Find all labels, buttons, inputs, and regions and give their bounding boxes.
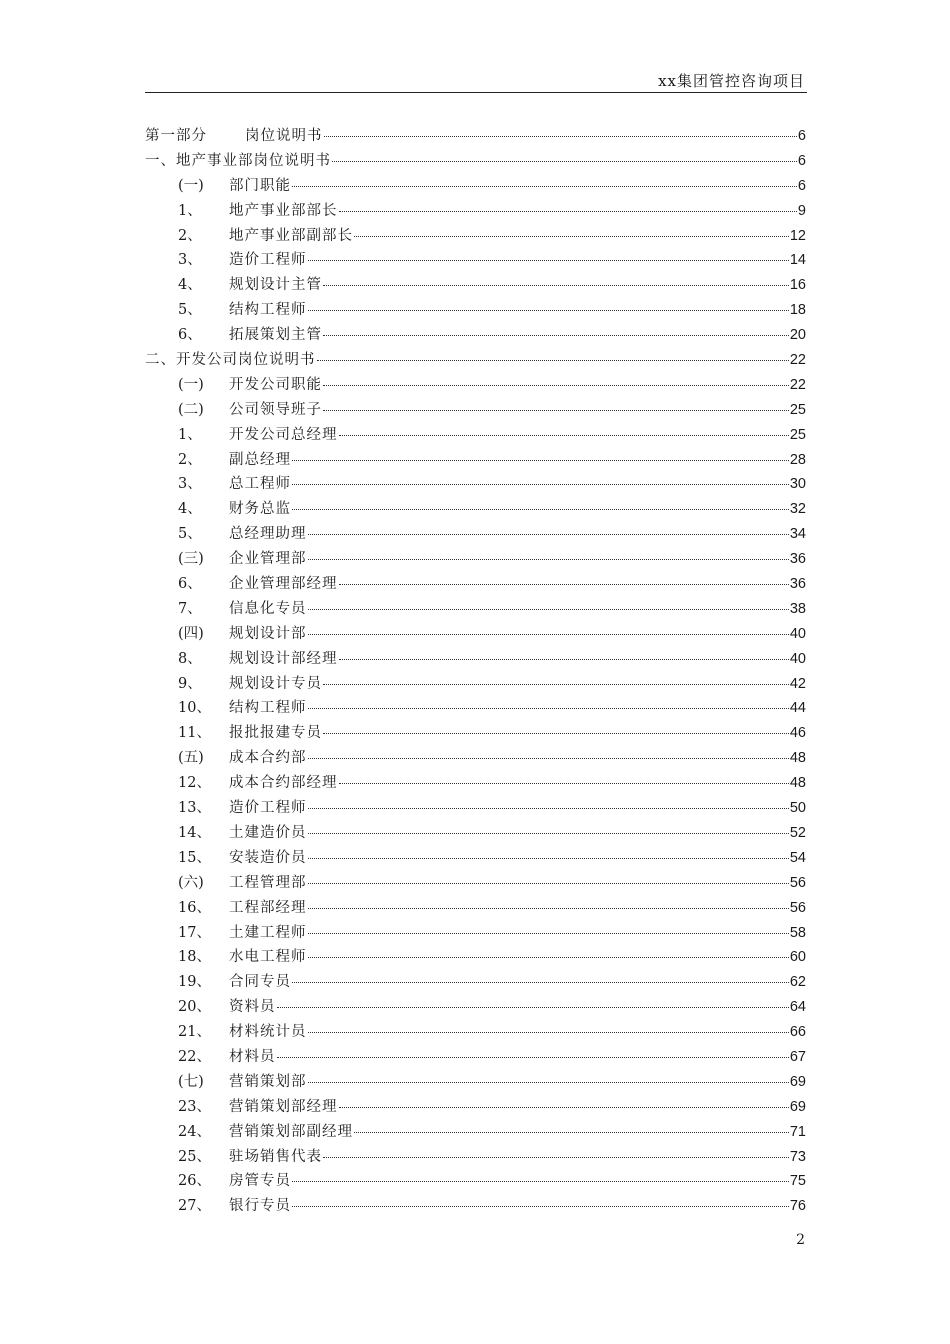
toc-entry-number: 26、 xyxy=(178,1173,211,1190)
toc-entry[interactable] xyxy=(145,448,806,473)
toc-entry[interactable] xyxy=(145,871,806,896)
toc-dot-leader xyxy=(308,956,789,958)
toc-entry[interactable] xyxy=(145,348,806,373)
toc-entry-title: 水电工程师 xyxy=(229,949,307,966)
toc-dot-leader xyxy=(308,309,789,311)
toc-entry-page: 50 xyxy=(789,800,806,817)
toc-entry-page: 64 xyxy=(789,999,806,1016)
toc-entry-title: 企业管理部 xyxy=(229,551,307,568)
toc-entry-page: 60 xyxy=(789,949,806,966)
toc-dot-leader xyxy=(339,658,789,660)
toc-entry-title: 结构工程师 xyxy=(229,700,307,717)
toc-dot-leader xyxy=(292,981,789,983)
toc-entry-title: 开发公司职能 xyxy=(229,376,322,393)
toc-dot-leader xyxy=(308,1031,789,1033)
toc-entry-number: 3、 xyxy=(178,252,202,269)
toc-entry[interactable] xyxy=(145,497,806,522)
toc-entry-number: (四) xyxy=(178,625,204,642)
toc-entry-title: 营销策划部 xyxy=(229,1073,307,1090)
toc-entry[interactable] xyxy=(145,696,806,721)
toc-entry-title: 总工程师 xyxy=(229,476,291,493)
toc-entry-number: 1、 xyxy=(178,202,202,219)
toc-entry-page: 22 xyxy=(789,376,806,393)
toc-dot-leader xyxy=(323,409,789,411)
toc-entry[interactable] xyxy=(145,597,806,622)
toc-entry-title: 财务总监 xyxy=(229,501,291,518)
toc-entry-page: 36 xyxy=(789,576,806,593)
toc-entry[interactable] xyxy=(145,970,806,995)
toc-dot-leader xyxy=(308,932,789,934)
toc-entry-title: 二、开发公司岗位说明书 xyxy=(145,352,316,369)
toc-entry-title: 材料统计员 xyxy=(229,1024,307,1041)
toc-entry[interactable] xyxy=(145,771,806,796)
toc-entry-number: 16、 xyxy=(178,899,211,916)
toc-entry-title: 企业管理部经理 xyxy=(229,576,338,593)
toc-dot-leader xyxy=(292,508,789,510)
toc-entry-page: 69 xyxy=(789,1073,806,1090)
toc-entry[interactable] xyxy=(145,945,806,970)
toc-entry-title: 拓展策划主管 xyxy=(229,327,322,344)
toc-entry-number: 8、 xyxy=(178,650,202,667)
toc-entry-title: 房管专员 xyxy=(229,1173,291,1190)
toc-entry-page: 22 xyxy=(789,352,806,369)
toc-entry-number: 1、 xyxy=(178,426,202,443)
toc-entry-page: 36 xyxy=(789,551,806,568)
toc-entry-title: 规划设计部 xyxy=(229,625,307,642)
toc-entry-title: 土建造价员 xyxy=(229,824,307,841)
toc-entry-number: (一) xyxy=(178,376,204,393)
toc-dot-leader xyxy=(277,1056,789,1058)
toc-entry-page: 76 xyxy=(789,1198,806,1215)
toc-dot-leader xyxy=(308,608,789,610)
toc-entry-number: 18、 xyxy=(178,949,211,966)
toc-entry-title: 营销策划部副经理 xyxy=(229,1123,353,1140)
toc-entry-page: 25 xyxy=(789,426,806,443)
toc-entry-title: 安装造价员 xyxy=(229,849,307,866)
toc-entry-title: 造价工程师 xyxy=(229,800,307,817)
header-divider xyxy=(145,92,807,93)
toc-entry-page: 34 xyxy=(789,526,806,543)
toc-dot-leader xyxy=(308,907,789,909)
toc-dot-leader xyxy=(277,1006,789,1008)
toc-entry-title: 成本合约部经理 xyxy=(229,775,338,792)
toc-entry[interactable] xyxy=(145,273,806,298)
toc-entry-page: 14 xyxy=(789,252,806,269)
toc-dot-leader xyxy=(339,1106,789,1108)
toc-entry-title: 规划设计部经理 xyxy=(229,650,338,667)
toc-dot-leader xyxy=(308,633,789,635)
toc-entry-number: 20、 xyxy=(178,999,211,1016)
toc-entry[interactable] xyxy=(145,1120,806,1145)
toc-entry[interactable] xyxy=(145,1070,806,1095)
toc-dot-leader xyxy=(308,558,789,560)
toc-entry-page: 42 xyxy=(789,675,806,692)
toc-entry-page: 56 xyxy=(789,899,806,916)
toc-entry[interactable] xyxy=(145,547,806,572)
toc-dot-leader xyxy=(292,459,789,461)
toc-entry-page: 46 xyxy=(789,725,806,742)
toc-dot-leader xyxy=(308,533,789,535)
toc-entry-page: 20 xyxy=(789,327,806,344)
toc-entry[interactable] xyxy=(145,1194,806,1219)
toc-entry-title: 成本合约部 xyxy=(229,750,307,767)
toc-entry[interactable] xyxy=(145,672,806,697)
toc-entry-page: 69 xyxy=(789,1098,806,1115)
toc-entry-title: 报批报建专员 xyxy=(229,725,322,742)
toc-entry-title: 结构工程师 xyxy=(229,302,307,319)
toc-entry-page: 16 xyxy=(789,277,806,294)
toc-entry-title: 营销策划部经理 xyxy=(229,1098,338,1115)
toc-entry-number: 7、 xyxy=(178,600,202,617)
toc-entry[interactable] xyxy=(145,373,806,398)
toc-entry-title: 一、地产事业部岗位说明书 xyxy=(145,152,331,169)
toc-entry-number: (三) xyxy=(178,551,204,568)
toc-entry-page: 25 xyxy=(789,401,806,418)
toc-dot-leader xyxy=(323,334,789,336)
toc-entry-title: 部门职能 xyxy=(229,177,291,194)
toc-entry-title: 合同专员 xyxy=(229,974,291,991)
toc-entry[interactable] xyxy=(145,1020,806,1045)
toc-entry-number: 19、 xyxy=(178,974,211,991)
toc-entry-number: 15、 xyxy=(178,849,211,866)
toc-entry-number: 12、 xyxy=(178,775,211,792)
toc-entry-page: 12 xyxy=(789,227,806,244)
toc-entry[interactable] xyxy=(145,821,806,846)
toc-entry-page: 54 xyxy=(789,849,806,866)
toc-entry[interactable] xyxy=(145,149,806,174)
toc-entry-number: (五) xyxy=(178,750,204,767)
toc-dot-leader xyxy=(292,483,789,485)
toc-entry[interactable] xyxy=(145,846,806,871)
toc-entry[interactable] xyxy=(145,398,806,423)
toc-entry[interactable] xyxy=(145,647,806,672)
toc-dot-leader xyxy=(323,732,789,734)
toc-entry-page: 40 xyxy=(789,625,806,642)
toc-entry[interactable] xyxy=(145,1045,806,1070)
toc-entry-number: (六) xyxy=(178,874,204,891)
toc-entry-number: 17、 xyxy=(178,924,211,941)
toc-entry-page: 9 xyxy=(797,202,806,219)
toc-entry-number: 10、 xyxy=(178,700,211,717)
toc-entry-number: 5、 xyxy=(178,302,202,319)
toc-entry-page: 6 xyxy=(797,152,806,169)
toc-entry-title: 地产事业部副部长 xyxy=(229,227,353,244)
toc-entry[interactable] xyxy=(145,1169,806,1194)
toc-dot-leader xyxy=(317,359,789,361)
toc-entry-number: 6、 xyxy=(178,576,202,593)
toc-dot-leader xyxy=(292,1180,789,1182)
toc-entry[interactable] xyxy=(145,1095,806,1120)
header-title: xx集团管控咨询项目 xyxy=(658,72,805,90)
toc-entry-number: (一) xyxy=(178,177,204,194)
toc-dot-leader xyxy=(308,1081,789,1083)
toc-entry-title: 岗位说明书 xyxy=(245,128,323,144)
toc-dot-leader xyxy=(354,1131,789,1133)
toc-entry-number: 27、 xyxy=(178,1198,211,1215)
toc-dot-leader xyxy=(308,707,789,709)
toc-entry-number: 21、 xyxy=(178,1024,211,1041)
toc-entry-number: 23、 xyxy=(178,1098,211,1115)
toc-entry-number: 5、 xyxy=(178,526,202,543)
toc-entry-number: 2、 xyxy=(178,451,202,468)
toc-entry-page: 6 xyxy=(797,177,806,194)
toc-entry-page: 38 xyxy=(789,600,806,617)
toc-entry[interactable] xyxy=(145,572,806,597)
toc-entry-title: 驻场销售代表 xyxy=(229,1148,322,1165)
toc-dot-leader xyxy=(308,882,789,884)
toc-entry-number: 25、 xyxy=(178,1148,211,1165)
toc-entry[interactable] xyxy=(145,995,806,1020)
toc-entry-page: 56 xyxy=(789,874,806,891)
toc-entry-number: 22、 xyxy=(178,1048,211,1065)
toc-entry[interactable] xyxy=(145,622,806,647)
toc-entry-page: 48 xyxy=(789,775,806,792)
toc-entry-number: 4、 xyxy=(178,277,202,294)
toc-entry-page: 67 xyxy=(789,1048,806,1065)
toc-entry-title: 造价工程师 xyxy=(229,252,307,269)
toc-entry[interactable] xyxy=(145,921,806,946)
toc-entry[interactable] xyxy=(145,298,806,323)
toc-entry-title: 土建工程师 xyxy=(229,924,307,941)
toc-entry-title: 规划设计主管 xyxy=(229,277,322,294)
toc-entry-number: (七) xyxy=(178,1073,204,1090)
toc-dot-leader xyxy=(324,135,797,137)
toc-entry[interactable] xyxy=(145,796,806,821)
toc-entry-title: 资料员 xyxy=(229,999,276,1016)
toc-entry[interactable] xyxy=(145,721,806,746)
toc-entry[interactable] xyxy=(145,199,806,224)
toc-entry-page: 32 xyxy=(789,501,806,518)
toc-dot-leader xyxy=(339,782,789,784)
toc-entry-title: 公司领导班子 xyxy=(229,401,322,418)
toc-entry-page: 18 xyxy=(789,302,806,319)
toc-entry-page: 30 xyxy=(789,476,806,493)
table-of-contents xyxy=(145,124,806,1219)
toc-entry-title: 总经理助理 xyxy=(229,526,307,543)
toc-entry-page: 44 xyxy=(789,700,806,717)
toc-dot-leader xyxy=(323,683,789,685)
toc-entry[interactable] xyxy=(145,896,806,921)
toc-entry-title: 信息化专员 xyxy=(229,600,307,617)
toc-entry-page: 6 xyxy=(797,128,806,144)
toc-dot-leader xyxy=(339,210,797,212)
toc-entry-title: 工程管理部 xyxy=(229,874,307,891)
toc-dot-leader xyxy=(308,259,789,261)
toc-entry-page: 75 xyxy=(789,1173,806,1190)
toc-entry-number: 14、 xyxy=(178,824,211,841)
toc-entry-title: 银行专员 xyxy=(229,1198,291,1215)
toc-entry-title: 材料员 xyxy=(229,1048,276,1065)
toc-entry-title: 工程部经理 xyxy=(229,899,307,916)
toc-entry-page: 71 xyxy=(789,1123,806,1140)
toc-dot-leader xyxy=(292,185,797,187)
page-number: 2 xyxy=(796,1232,805,1248)
toc-dot-leader xyxy=(308,857,789,859)
toc-dot-leader xyxy=(339,583,789,585)
toc-entry-number: 13、 xyxy=(178,800,211,817)
toc-entry-page: 73 xyxy=(789,1148,806,1165)
toc-dot-leader xyxy=(354,235,789,237)
toc-dot-leader xyxy=(308,807,789,809)
toc-entry-title: 开发公司总经理 xyxy=(229,426,338,443)
toc-entry-page: 58 xyxy=(789,924,806,941)
toc-entry-number: 2、 xyxy=(178,227,202,244)
toc-entry[interactable] xyxy=(145,323,806,348)
toc-dot-leader xyxy=(323,384,789,386)
toc-entry-page: 28 xyxy=(789,451,806,468)
toc-entry[interactable] xyxy=(145,124,806,149)
toc-entry[interactable] xyxy=(145,472,806,497)
toc-entry-page: 40 xyxy=(789,650,806,667)
toc-entry-number: 4、 xyxy=(178,501,202,518)
toc-entry[interactable] xyxy=(145,522,806,547)
toc-dot-leader xyxy=(308,832,789,834)
toc-entry-number: (二) xyxy=(178,401,204,418)
toc-dot-leader xyxy=(308,757,789,759)
toc-dot-leader xyxy=(323,1156,789,1158)
toc-dot-leader xyxy=(332,160,797,162)
toc-dot-leader xyxy=(339,434,789,436)
toc-entry[interactable] xyxy=(145,248,806,273)
toc-entry-number: 9、 xyxy=(178,675,202,692)
toc-dot-leader xyxy=(292,1205,789,1207)
toc-entry[interactable] xyxy=(145,224,806,249)
toc-entry[interactable] xyxy=(145,1145,806,1170)
toc-entry-page: 66 xyxy=(789,1024,806,1041)
toc-dot-leader xyxy=(323,284,789,286)
toc-entry-title: 规划设计专员 xyxy=(229,675,322,692)
toc-entry[interactable] xyxy=(145,174,806,199)
toc-entry-page: 52 xyxy=(789,824,806,841)
toc-entry-number: 第一部分 xyxy=(145,128,207,144)
toc-entry[interactable] xyxy=(145,746,806,771)
toc-entry-title: 地产事业部部长 xyxy=(229,202,338,219)
toc-entry-title: 副总经理 xyxy=(229,451,291,468)
toc-entry-number: 3、 xyxy=(178,476,202,493)
toc-entry-page: 48 xyxy=(789,750,806,767)
toc-entry-number: 6、 xyxy=(178,327,202,344)
toc-entry-page: 62 xyxy=(789,974,806,991)
toc-entry-number: 24、 xyxy=(178,1123,211,1140)
toc-entry[interactable] xyxy=(145,423,806,448)
toc-entry-number: 11、 xyxy=(178,725,211,742)
